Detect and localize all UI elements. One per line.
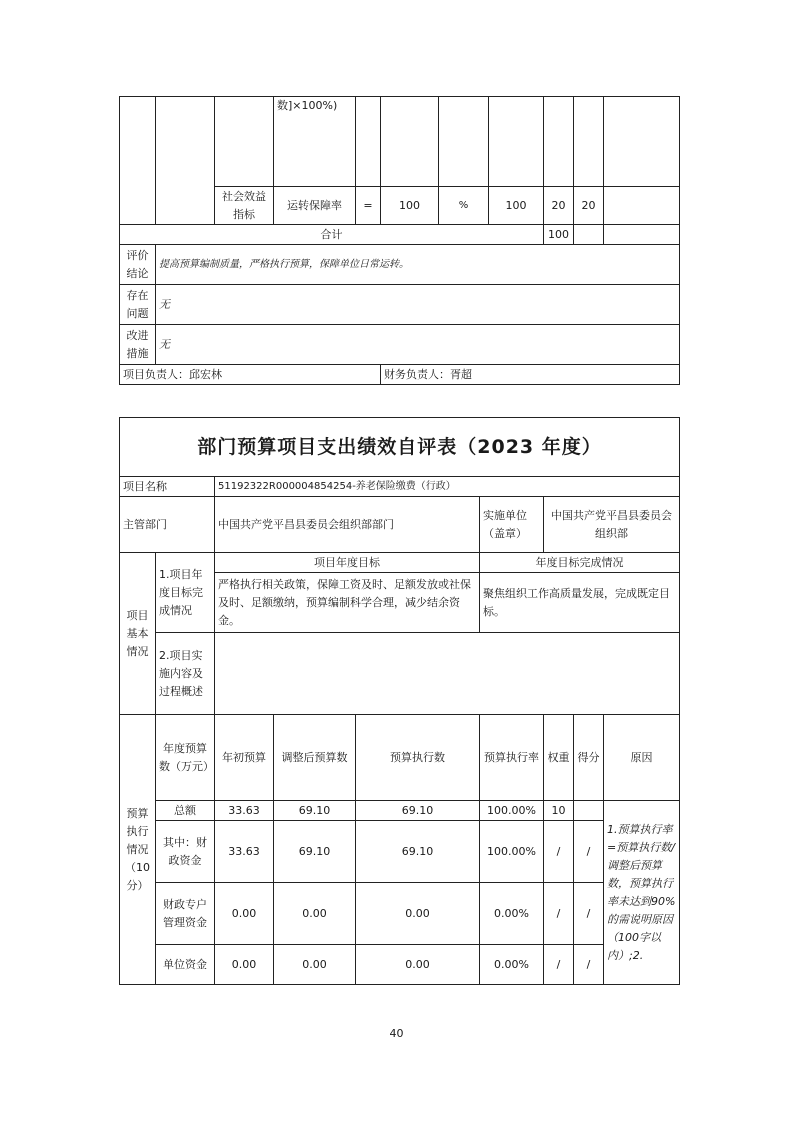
basic-info-label: 项目基本情况 bbox=[120, 553, 156, 715]
total-label: 合计 bbox=[120, 225, 544, 245]
indicator-operator: = bbox=[356, 187, 381, 225]
row-weight: 10 bbox=[544, 801, 574, 821]
completion-text: 聚焦组织工作高质量发展，完成既定目标。 bbox=[480, 573, 680, 633]
problems-label: 存在问题 bbox=[120, 285, 156, 325]
level1-cell bbox=[120, 97, 156, 225]
improvements-label: 改进措施 bbox=[120, 325, 156, 365]
reason-text: 1.预算执行率=预算执行数/调整后预算数，预算执行率未达到90%的需说明原因（100字以内）;2. bbox=[604, 801, 680, 985]
row-weight: / bbox=[544, 883, 574, 945]
row-adjusted: 69.10 bbox=[274, 801, 356, 821]
row-name: 总额 bbox=[156, 801, 215, 821]
level2-cell bbox=[156, 97, 215, 225]
row-adjusted: 0.00 bbox=[274, 945, 356, 985]
budget-header: 预算执行数 bbox=[356, 715, 480, 801]
row-name: 财政专户管理资金 bbox=[156, 883, 215, 945]
row-name: 单位资金 bbox=[156, 945, 215, 985]
row-name: 其中：财政资金 bbox=[156, 821, 215, 883]
budget-header: 原因 bbox=[604, 715, 680, 801]
budget-header: 预算执行率 bbox=[480, 715, 544, 801]
row-score bbox=[574, 801, 604, 821]
row-score: / bbox=[574, 821, 604, 883]
budget-label: 预算执行情况（10分） bbox=[120, 715, 156, 985]
row-initial: 33.63 bbox=[215, 821, 274, 883]
row-initial: 0.00 bbox=[215, 883, 274, 945]
indicator-weight: 20 bbox=[544, 187, 574, 225]
impl-unit-value: 中国共产党平昌县委员会组织部 bbox=[544, 497, 680, 553]
project-name-label: 项目名称 bbox=[120, 477, 215, 497]
finance-lead: 财务负责人：胥超 bbox=[381, 365, 680, 385]
row-initial: 33.63 bbox=[215, 801, 274, 821]
impl-row-text bbox=[215, 633, 680, 715]
formula-tail: 数]×100%) bbox=[274, 97, 356, 187]
row-adjusted: 0.00 bbox=[274, 883, 356, 945]
indicator-category: 社会效益指标 bbox=[215, 187, 274, 225]
budget-header: 得分 bbox=[574, 715, 604, 801]
level3-cell bbox=[215, 97, 274, 187]
row-executed: 0.00 bbox=[356, 883, 480, 945]
indicator-score: 20 bbox=[574, 187, 604, 225]
row-weight: / bbox=[544, 945, 574, 985]
row-weight: / bbox=[544, 821, 574, 883]
indicator-name: 运转保障率 bbox=[274, 187, 356, 225]
row-rate: 0.00% bbox=[480, 883, 544, 945]
form-title: 部门预算项目支出绩效自评表（2023 年度） bbox=[120, 418, 680, 477]
budget-row bbox=[120, 883, 680, 945]
budget-header: 年初预算 bbox=[215, 715, 274, 801]
row-executed: 0.00 bbox=[356, 945, 480, 985]
row-initial: 0.00 bbox=[215, 945, 274, 985]
performance-indicator-table-continuation bbox=[119, 96, 680, 385]
goal-text: 严格执行相关政策，保障工资及时、足额发放或社保及时、足额缴纳，预算编制科学合理，减少结余资金。 bbox=[215, 573, 480, 633]
impl-row-label: 2.项目实施内容及过程概述 bbox=[156, 633, 215, 715]
budget-header: 权重 bbox=[544, 715, 574, 801]
project-name-value: 51192322R000004854254-养老保险缴费（行政） bbox=[215, 477, 680, 497]
budget-performance-self-evaluation-table bbox=[119, 417, 680, 985]
budget-row bbox=[120, 801, 680, 821]
row-executed: 69.10 bbox=[356, 821, 480, 883]
improvements-text: 无 bbox=[156, 325, 680, 365]
budget-header: 年度预算数（万元） bbox=[156, 715, 215, 801]
row-score: / bbox=[574, 945, 604, 985]
row-score: / bbox=[574, 883, 604, 945]
goal-header: 项目年度目标 bbox=[215, 553, 480, 573]
conclusion-text: 提高预算编制质量，严格执行预算，保障单位日常运转。 bbox=[156, 245, 680, 285]
problems-text: 无 bbox=[156, 285, 680, 325]
row-rate: 100.00% bbox=[480, 821, 544, 883]
project-lead: 项目负责人：邱宏林 bbox=[120, 365, 381, 385]
indicator-target: 100 bbox=[381, 187, 439, 225]
indicator-unit: % bbox=[439, 187, 489, 225]
budget-row bbox=[120, 821, 680, 883]
page-number: 40 bbox=[389, 1027, 404, 1040]
row-rate: 100.00% bbox=[480, 801, 544, 821]
impl-unit-label: 实施单位（盖章） bbox=[480, 497, 544, 553]
conclusion-label: 评价结论 bbox=[120, 245, 156, 285]
row-executed: 69.10 bbox=[356, 801, 480, 821]
dept-value: 中国共产党平昌县委员会组织部部门 bbox=[215, 497, 480, 553]
row-rate: 0.00% bbox=[480, 945, 544, 985]
completion-header: 年度目标完成情况 bbox=[480, 553, 680, 573]
budget-row bbox=[120, 945, 680, 985]
total-weight: 100 bbox=[544, 225, 574, 245]
indicator-actual: 100 bbox=[489, 187, 544, 225]
dept-label: 主管部门 bbox=[120, 497, 215, 553]
row-adjusted: 69.10 bbox=[274, 821, 356, 883]
goal-row-label: 1.项目年度目标完成情况 bbox=[156, 553, 215, 633]
budget-header: 调整后预算数 bbox=[274, 715, 356, 801]
